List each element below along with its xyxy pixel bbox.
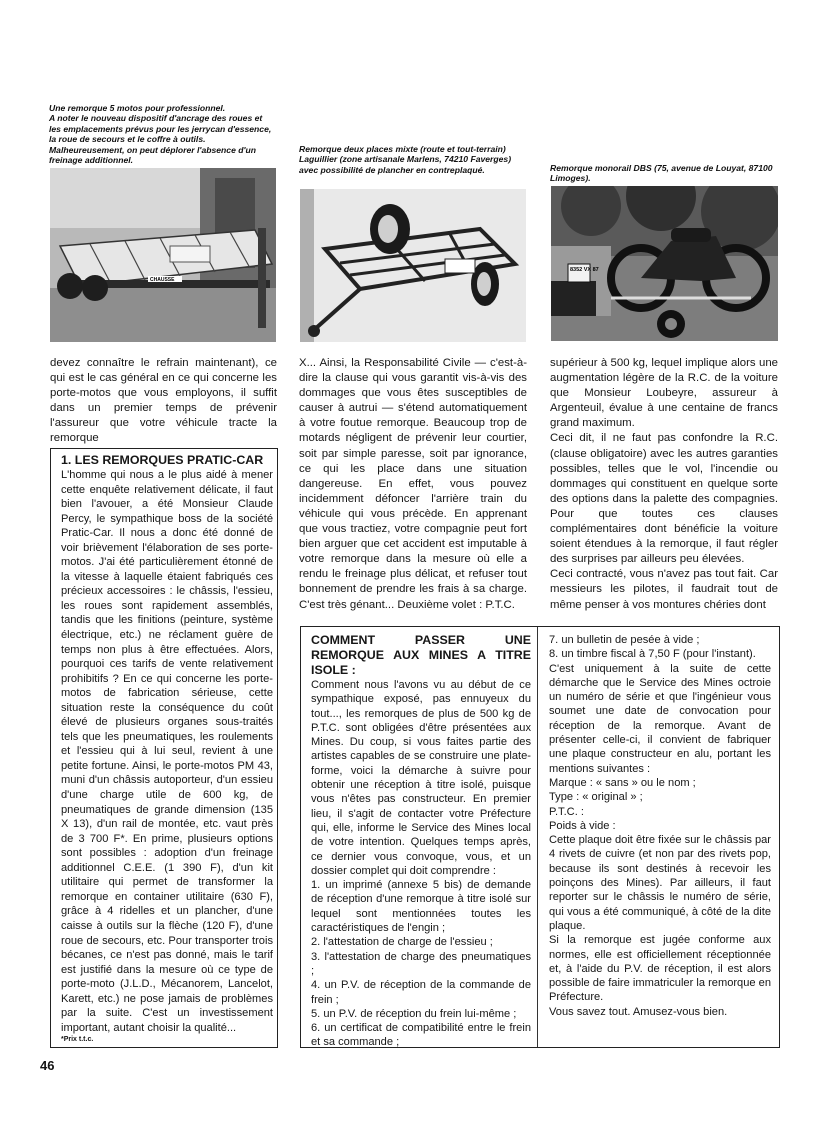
photo-two-place-trailer — [300, 189, 526, 342]
photo-five-moto-trailer — [50, 168, 276, 342]
trailer-monorail-drawing — [551, 186, 778, 341]
box2-right-column — [549, 633, 771, 1019]
list-item: 6. un certificat de compatibilité entre le frein et sa commande ; — [311, 1022, 531, 1049]
box2-left-intro: Comment nous l'avons vu au début de ce sympathique exposé, pas ennuyeux du tout..., les remorques de plus de 500 kg de P.T.C. sont obligées d'être présentées aux Mines. Du coup, si vous faites partie des artistes capables de se construire une plate-forme, voici la démarche à suivre pour obtenir une réception à titre isolé, puisque vous n'êtes pas constructeur. En premier lieu, il s'agit de contacter votre Préfecture qui, elle, informe le Service des Mines local de votre intention. Quelques temps après, ce dernier vous convoque, vous, et un dossier complet qui doit comprendre : — [311, 679, 531, 877]
license-plate: 8352 VX 87 — [570, 267, 599, 273]
box2-title: COMMENT PASSER UNE REMORQUE AUX MINES A TITRE ISOLE : — [311, 633, 531, 677]
list-item: 1. un imprimé (annexe 5 bis) de demande de réception d'une remorque à titre isolé sur lequel sont mentionnées toutes les caractéristiques de l'engin ; — [311, 879, 531, 935]
column1-intro: devez connaître le refrain maintenant), ce qui est le cas général en ce qui concerne les porte-motos que vous employons, il suffit dans un premier temps de prévenir l'assureur que votre véhicule tracte la remorque — [50, 357, 277, 445]
list-item: 3. l'attestation de charge des pneumatiques ; — [311, 950, 531, 977]
box1-text: L'homme qui nous a le plus aidé à mener cette enquête relativement délicate, il faut bien l'avouer, a été Monsieur Claude Percy, le sympathique boss de la société Pratic-Car. Il nous a donc été donné de voir brièvement l'élaboration de ses porte-motos. J'ai été particulièrement étonné de la vitesse à laquelle étaient fabriqués ces précieux accessoires : le châssis, l'essieu, les roues sont rapidement assemblés, tandis que les finitions (peinture, système électrique, etc.) ne réclament guère de temps non plus à être effectuées. Alors, pourquoi ces tarifs de vente relativement prohibitifs ? En ce qui concerne les porte-motos de fabrication sérieuse, cette situation reste la conséquence du coût élevé de plusieurs organes sous-traités tels que les pneumatiques, les roulements et l'essieu qui à lui seul, revient à une petite fortune. Ainsi, le porte-motos PM 43, muni d'un châssis autoporteur, d'un essieu d'une charge utile de 600 kg, de pneumatiques de grande dimension (135 X 13), d'un rail de montée, etc. vaut près de 3 700 F*. En prime, plusieurs options sont possibles : adoption d'un freinage additionnel C.E.E. (1 390 F), d'un kit utilitaire qui permet de transformer la remorque en container utilitaire (630 F), grâce à 4 ridelles et un plancher, d'une caisse à outils sur la flèche (120 F), d'une roue de secours, etc. Pour transporter trois bécanes, ce n'est pas donné, mais le tarif est justifié dans la mesure où ce type de porte-moto (J.L.D., Mécanorem, Lancelot, Karett, etc.) ne pose jamais de problèmes par la suite. C'est un investissement important, autant choisir la qualité... — [61, 469, 273, 1034]
trailer-two-place-drawing — [300, 189, 526, 342]
page-number: 46 — [40, 1058, 55, 1073]
list-item: 2. l'attestation de charge de l'essieu ; — [311, 936, 493, 949]
box2-right-para2: Cette plaque doit être fixée sur le châssis par 4 rivets de cuivre (et non par des rivets pop, because ils sont destinés à recevoir les poinçons des Mines). Par ailleurs, il faut reporter sur le châssis le numéro de série, qui vous a été communiqué, à côté de la dite plaque. — [549, 834, 771, 932]
plate-line: Poids à vide : — [549, 819, 616, 832]
box2-right-para1: C'est uniquement à la suite de cette démarche que le Service des Mines octroie un numéro de série et que l'ingénieur vous soumet une date de convocation pour réception de la remorque. Avant de présenter celle-ci, il convient de fabriquer une plaque constructeur en alu, portant les mentions suivantes : — [549, 662, 771, 775]
box-passer-aux-mines — [300, 626, 780, 1048]
box2-right-para3: Si la remorque est jugée conforme aux normes, elle est officiellement réceptionnée et, à l'aide du P.V. de réception, il est alors possible de faire immatriculer la remorque en Préfecture. — [549, 934, 771, 1004]
column3-text: supérieur à 500 kg, lequel implique alors une augmentation légère de la R.C. de la voiture que Monsieur Loubeyre, assureur à Argenteuil, évalue à une centaine de francs grand maximum. Ceci dit, il ne faut pas confondre la R.C. (clause obligatoire) avec les autres garanties possibles, telles que le vol, l'incendie ou dommages qui constituent en quelque sorte des options dans la palette des compagnies. Pour que toutes ces clauses complémentaires dont bénéficie la voiture soient étendues à la remorque, il faut régler des surprises par ailleurs peu élevées. Ceci contracté, vous n'avez pas tout fait. Car messieurs les pilotes, il faudrait tout de même penser à vos montures chéries dont — [550, 357, 778, 611]
list-item: 4. un P.V. de réception de la commande de frein ; — [311, 979, 531, 1006]
plate-line: Type : « original » ; — [549, 791, 643, 804]
trailer-five-moto-drawing — [50, 168, 276, 342]
caption-right-photo: Remorque monorail DBS (75, avenue de Louyat, 87100 Limoges). — [550, 163, 773, 184]
caption-middle-photo: Remorque deux places mixte (route et tout-terrain) Laguillier (zone artisanale Marlens, 74210 Faverges) avec possibilité de plancher en contreplaqué. — [299, 144, 512, 175]
box-pratic-car — [50, 448, 278, 1048]
box1-footnote: *Prix t.t.c. — [61, 1036, 94, 1043]
plate-line: Marque : « sans » ou le nom ; — [549, 776, 696, 789]
caption-left-photo: Une remorque 5 motos pour professionnel. A noter le nouveau dispositif d'ancrage des roues et les emplacements prévus pour les jerrycan d'essence, la roue de secours et le coffre à outils. Malheureusement, on peut déplorer l'absence d'un freinage additionnel. — [49, 103, 272, 166]
list-item: 7. un bulletin de pesée à vide ; — [549, 634, 700, 646]
box2-left-column — [311, 633, 531, 1050]
trailer-brand-plate: CHAUSSE — [150, 277, 175, 283]
column2-text: X... Ainsi, la Responsabilité Civile — c'est-à-dire la clause qui vous garantit vis-à-vis des dommages que vous êtes susceptibles de causer à autrui — s'étend automatiquement à votre foutue remorque. Beaucoup trop de motards négligent de prévenir leur courtier, soit par simple paresse, soit par ignorance, ce qui les place dans une situation dangereuse. En effet, vous pouvez incidemment défoncer l'arrière train du véhicule qui vous précède. En apprenant que vous tractiez, votre compagnie peut fort bien arguer que cet accident est imputable à votre remorque dans la mesure où elle a rendu le freinage plus délicat, et refuser tout bonnement de prendre les frais à sa charge. C'est très génant... Deuxième volet : P.T.C. — [299, 357, 527, 611]
list-item: 5. un P.V. de réception du frein lui-même ; — [311, 1007, 517, 1020]
box2-divider — [537, 627, 538, 1047]
plate-line: P.T.C. : — [549, 805, 584, 818]
box1-title: 1. LES REMORQUES PRATIC-CAR — [61, 453, 264, 467]
list-item: 8. un timbre fiscal à 7,50 F (pour l'instant). — [549, 648, 756, 661]
photo-monorail-trailer — [551, 186, 778, 341]
box2-right-para4: Vous savez tout. Amusez-vous bien. — [549, 1005, 728, 1018]
